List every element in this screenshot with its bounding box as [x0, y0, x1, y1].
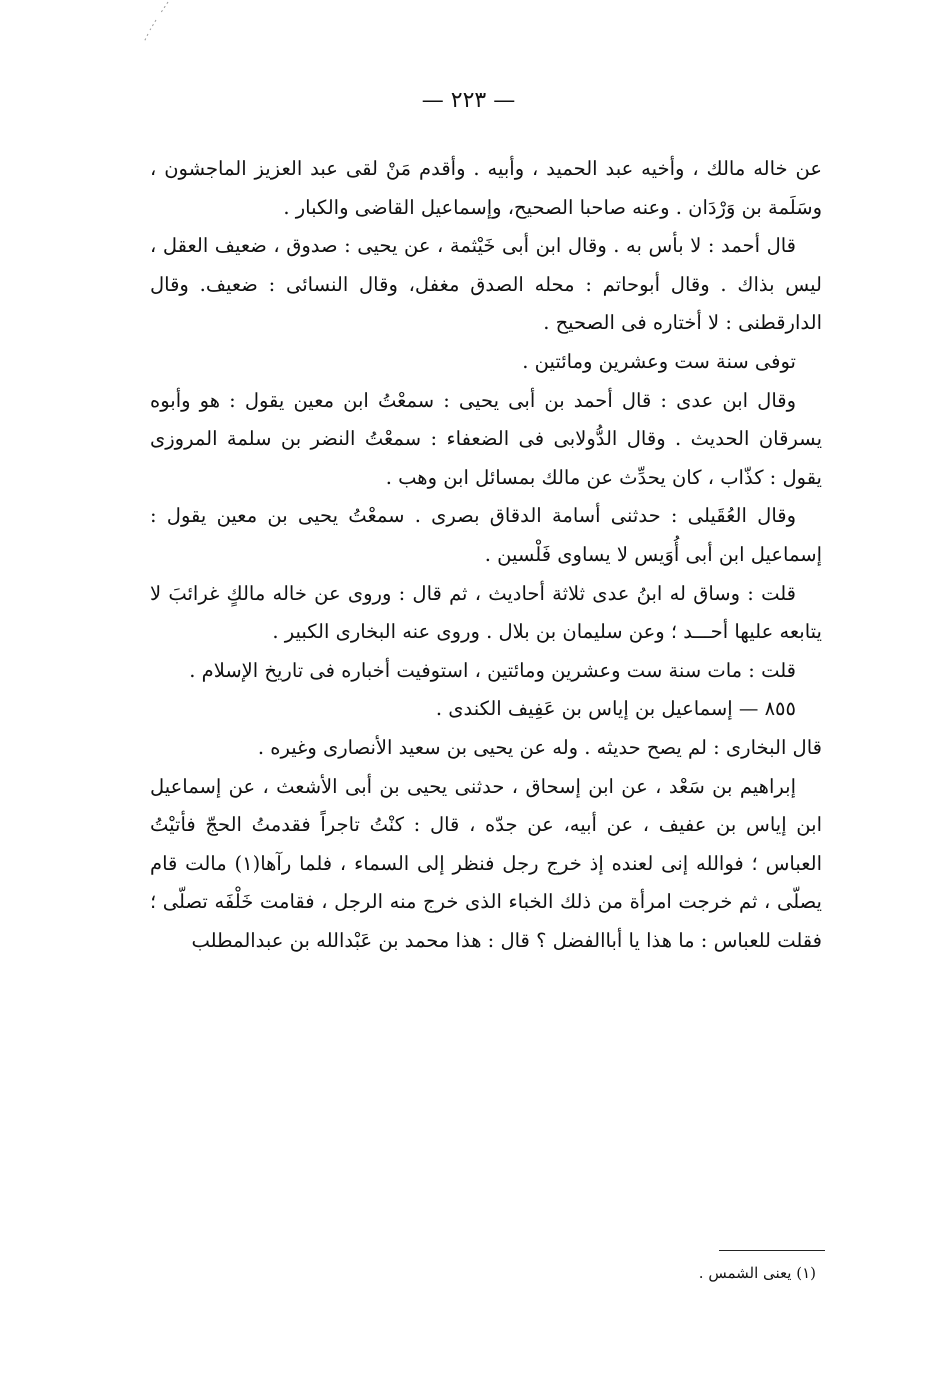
paragraph: قال أحمد : لا بأس به . وقال ابن أبى خَيْثمة ، عن يحيى : صدوق ، ضعيف العقل ، ليس بذاك . وقال أبوحاتم : محله الصدق مغفل، وقال النسائى : ضعيف. وقال الدارقطنى : لا أختاره فى الصحيح . — [150, 234, 822, 335]
margin-scribble — [138, 0, 178, 50]
footnote: (١) يعنى الشمس . — [698, 1264, 816, 1282]
paragraph: قلت : وساق له ابنُ عدى ثلاثة أحاديث ، ثم قال : وروى عن خاله مالكٍ غرائبَ لا يتابعه عليها أحـــد ؛ وعن سليمان بن بلال . وروى عنه البخارى الكبير . — [150, 581, 822, 644]
paragraph: عن خاله مالك ، وأخيه عبد الحميد ، وأبيه . وأقدم مَنْ لقى عبد العزيز الماجشون ، وسَلَمة بن وَرْدَان . وعنه صاحبا الصحيح، وإسماعيل القاضى والكبار . — [150, 157, 822, 219]
entry-heading: ٨٥٥ — إسماعيل بن إياس بن عَفِيف الكندى . — [435, 697, 796, 721]
paragraph: إبراهيم بن سَعْد ، عن ابن إسحاق ، حدثنى يحيى بن أبى الأشعث ، عن إسماعيل ابن إياس بن عفيف ، عن أبيه، عن جدّه ، قال : كنْتُ تاجراً فقدمتُ الحجّ فأتيْتُ العباس ؛ فوالله إنى لعنده إذ خرج رجل فنظر إلى السماء ، فلما رآها(١) مالت قام يصلّى ، ثم خرجت امرأة من ذلك الخباء الذى خرج منه الرجل ، فقامت خَلْفَه تصلّى ؛ فقلت للعباس : ما هذا يا أباالفضل ؟ قال : هذا محمد بن عَبْدالله بن عبدالمطلب — [150, 774, 822, 952]
footnote-divider — [719, 1250, 825, 1251]
paragraph: توفى سنة ست وعشرين ومائتين . — [522, 349, 796, 373]
paragraph: وقال العُقَيلى : حدثنى أسامة الدقاق بصرى . سمعْتُ يحيى بن معين يقول : إسماعيل ابن أبى أُوَيس لا يساوى فَلْسين . — [150, 504, 822, 566]
paragraph: وقال ابن عدى : قال أحمد بن أبى يحيى : سمعْتُ ابن معين يقول : هو وأبوه يسرقان الحديث . وقال الدُّولابى فى الضعفاء : سمعْتُ النضر بن سلمة المروزى يقول : كذّاب ، كان يحدِّث عن مالك بمسائل ابن وهب . — [150, 388, 822, 489]
paragraph: قلت : مات سنة ست وعشرين ومائتين ، استوفيت أخباره فى تاريخ الإسلام . — [189, 658, 796, 682]
paragraph: قال البخارى : لم يصح حديثه . وله عن يحيى بن سعيد الأنصارى وغيره . — [257, 735, 822, 759]
page-number: — ٢٢٣ — — [421, 88, 516, 113]
body-text — [150, 150, 822, 960]
